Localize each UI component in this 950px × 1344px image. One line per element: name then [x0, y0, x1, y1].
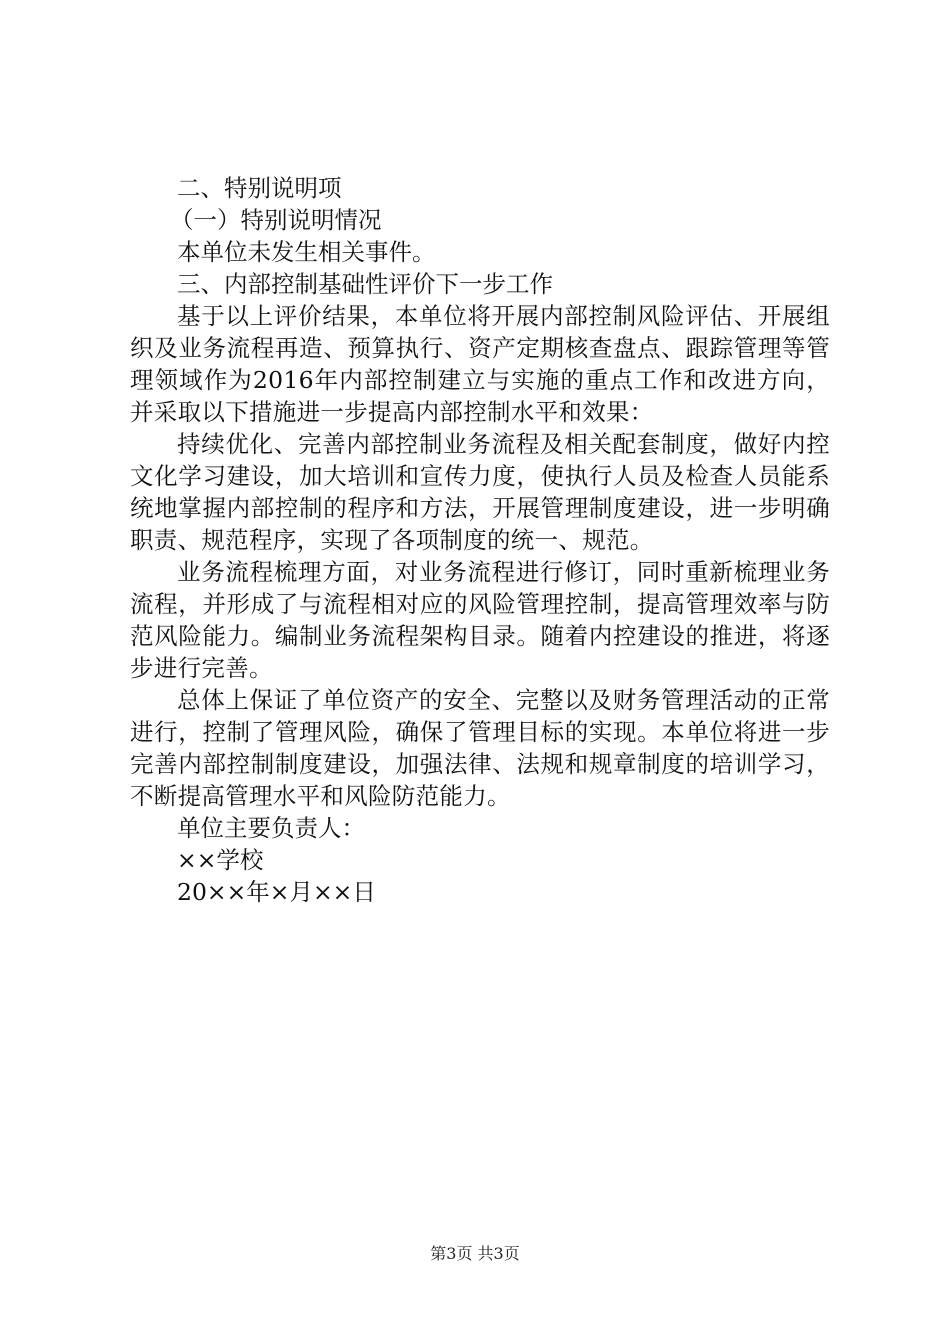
signature-responsible-person: 单位主要负责人： — [177, 814, 365, 842]
section-heading-three: 三、内部控制基础性评价下一步工作 — [177, 270, 553, 298]
no-events-statement: 本单位未发生相关事件。 — [177, 238, 436, 266]
signature-organization: ××学校 — [177, 846, 264, 874]
document-body — [130, 172, 830, 908]
paragraph-process-review: 业务流程梳理方面，对业务流程进行修订，同时重新梳理业务流程，并形成了与流程相对应的风险管理控制，提高管理效率与防范风险能力。编制业务流程架构目录。随着内控建设的推进，将逐步进行完善。 — [130, 558, 830, 682]
signature-date: 20××年×月××日 — [177, 878, 376, 906]
section-heading-two: 二、特别说明项 — [177, 174, 342, 202]
paragraph-optimization: 持续优化、完善内部控制业务流程及相关配套制度，做好内控文化学习建设，加大培训和宣传力度，使执行人员及检查人员能系统地掌握内部控制的程序和方法，开展管理制度建设，进一步明确职责、规范程序，实现了各项制度的统一、规范。 — [130, 430, 830, 554]
paragraph-summary: 总体上保证了单位资产的安全、完整以及财务管理活动的正常进行，控制了管理风险，确保了管理目标的实现。本单位将进一步完善内部控制制度建设，加强法律、法规和规章制度的培训学习，不断提高管理水平和风险防范能力。 — [130, 686, 830, 810]
paragraph-evaluation-results: 基于以上评价结果，本单位将开展内部控制风险评估、开展组织及业务流程再造、预算执行、资产定期核查盘点、跟踪管理等管理领域作为2016年内部控制建立与实施的重点工作和改进方向，并采取以下措施进一步提高内部控制水平和效果： — [130, 302, 830, 426]
subsection-heading-one: （一）特别说明情况 — [170, 206, 382, 234]
page-footer: 第3页 共3页 — [430, 1244, 520, 1263]
